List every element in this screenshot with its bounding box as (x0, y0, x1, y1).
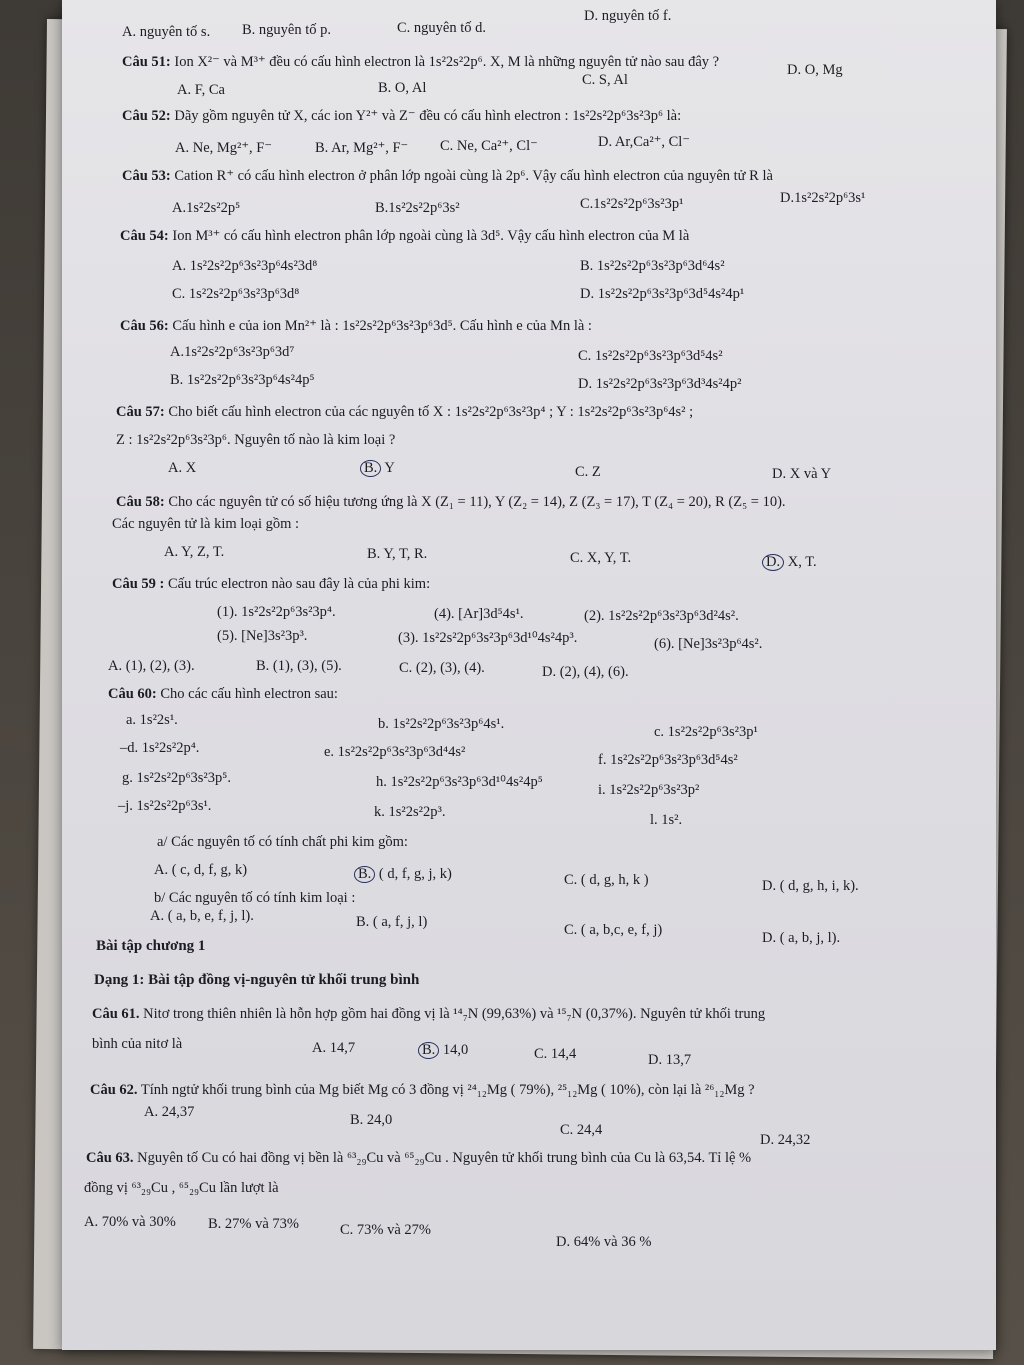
option: A. ( c, d, f, g, k) (154, 862, 248, 878)
option: C. Z (575, 464, 601, 480)
question-label: Câu 60: (108, 686, 157, 702)
question-56 (120, 318, 592, 335)
section-title: Dạng 1: Bài tập đồng vị-nguyên tử khối trung bình (94, 972, 420, 988)
option: D. ( a, b, j, l). (762, 930, 841, 946)
option: A. Y, Z, T. (164, 544, 225, 560)
question-label: Câu 62. (90, 1082, 138, 1098)
question-label: Câu 52: (122, 108, 171, 124)
option: D. X và Y (772, 466, 832, 482)
option: C. nguyên tố d. (397, 20, 487, 36)
question-label: Câu 56: (120, 318, 169, 334)
question-text: Cho các nguyên tử có số hiệu tương ứng là X (Z₁ = 11), Y (Z₂ = 14), Z (Z₃ = 17), T (Z₄ = 20), R (Z₅ = 10). (168, 494, 786, 510)
chapter-title: Bài tập chương 1 (96, 938, 206, 954)
option: B. nguyên tố p. (242, 22, 332, 38)
question-label: Câu 63. (86, 1150, 134, 1166)
option: A.1s²2s²2p⁶3s²3p⁶3d⁷ (170, 344, 295, 360)
item: (5). [Ne]3s²3p³. (217, 628, 308, 644)
question-text: Cho các cấu hình electron sau: (160, 686, 338, 702)
option: C. 1s²2s²2p⁶3s²3p⁶3d⁸ (172, 286, 300, 302)
question-text: Dãy gồm nguyên tử X, các ion Y²⁺ và Z⁻ đều có cấu hình electron : 1s²2s²2p⁶3s²3p⁶ là: (174, 108, 682, 124)
item: (4). [Ar]3d⁵4s¹. (434, 606, 524, 622)
sub-question: b/ Các nguyên tố có tính kim loại : (154, 890, 356, 906)
option: C. (2), (3), (4). (399, 660, 485, 676)
question-59 (112, 576, 430, 593)
question-text: đồng vị ⁶³₂₉Cu , ⁶⁵₂₉Cu lần lượt là (84, 1180, 279, 1196)
item: (2). 1s²2s²2p⁶3s²3p⁶3d²4s². (584, 608, 739, 624)
question-62 (90, 1082, 755, 1099)
option: D. 13,7 (648, 1052, 692, 1068)
worksheet-page (62, 0, 996, 1350)
option: C. ( a, b,c, e, f, j) (564, 922, 663, 938)
question-53 (122, 168, 773, 185)
question-51 (122, 54, 719, 71)
option: B. (1), (3), (5). (256, 658, 342, 674)
question-63 (86, 1150, 751, 1167)
item: b. 1s²2s²2p⁶3s²3p⁶4s¹. (378, 716, 505, 732)
question-57 (116, 404, 693, 421)
option: A. 70% và 30% (84, 1214, 176, 1230)
answer-circle: B. (418, 1042, 439, 1059)
option: C. X, Y, T. (570, 550, 632, 566)
item: e. 1s²2s²2p⁶3s²3p⁶3d⁴4s² (324, 744, 466, 760)
option: A. 24,37 (144, 1104, 195, 1120)
question-text: Cho biết cấu hình electron của các nguyên tố X : 1s²2s²2p⁶3s²3p⁴ ; Y : 1s²2s²2p⁶3s²3p⁶4s² ; (168, 404, 694, 420)
option: C. Ne, Ca²⁺, Cl⁻ (440, 138, 538, 154)
question-52 (122, 108, 681, 125)
option: D. Ar,Ca²⁺, Cl⁻ (598, 134, 690, 150)
question-label: Câu 61. (92, 1006, 140, 1022)
option: A. nguyên tố s. (122, 24, 211, 40)
item: h. 1s²2s²2p⁶3s²3p⁶3d¹⁰4s²4p⁵ (376, 774, 543, 790)
option: D. ( d, g, h, i, k). (762, 878, 859, 894)
option: A. ( a, b, e, f, j, l). (150, 908, 254, 924)
question-text: Các nguyên tử là kim loại gồm : (112, 516, 300, 532)
option: A. X (168, 460, 197, 476)
option: D. nguyên tố f. (584, 8, 672, 24)
option-selected (354, 866, 452, 883)
question-label: Câu 59 : (112, 576, 165, 592)
option: B. O, Al (378, 80, 427, 96)
question-text: Ion X²⁻ và M³⁺ đều có cấu hình electron là 1s²2s²2p⁶. X, M là những nguyên tử nào sau đây ? (174, 54, 720, 70)
option: D. 1s²2s²2p⁶3s²3p⁶3d⁵4s²4p¹ (580, 286, 745, 302)
answer-circle: D. (762, 554, 784, 571)
answer-circle: B. (360, 460, 381, 477)
question-label: Câu 51: (122, 54, 171, 70)
answer-circle: B. (354, 866, 375, 883)
item: (3). 1s²2s²2p⁶3s²3p⁶3d¹⁰4s²4p³. (398, 630, 578, 646)
option: A. F, Ca (177, 82, 225, 98)
option-text: X, T. (787, 554, 817, 570)
option: A. 1s²2s²2p⁶3s²3p⁶4s²3d⁸ (172, 258, 318, 274)
question-label: Câu 54: (120, 228, 169, 244)
option: A. 14,7 (312, 1040, 356, 1056)
question-text: Cation R⁺ có cấu hình electron ở phân lớp ngoài cùng là 2p⁶. Vậy cấu hình electron của nguyên tử R là (174, 168, 773, 184)
option-selected (418, 1042, 468, 1059)
option: A.1s²2s²2p⁵ (172, 200, 241, 216)
option: D.1s²2s²2p⁶3s¹ (780, 190, 866, 206)
option: D. O, Mg (787, 62, 843, 78)
question-54 (120, 228, 689, 245)
item: a. 1s²2s¹. (126, 712, 178, 728)
option: B. 1s²2s²2p⁶3s²3p⁶3d⁶4s² (580, 258, 725, 274)
question-text: Z : 1s²2s²2p⁶3s²3p⁶. Nguyên tố nào là kim loại ? (116, 432, 396, 448)
question-text: Cấu trúc electron nào sau đây là của phi kim: (168, 576, 431, 592)
question-label: Câu 58: (116, 494, 165, 510)
option: D. 24,32 (760, 1132, 811, 1148)
option: B. ( a, f, j, l) (356, 914, 428, 930)
option: C. ( d, g, h, k ) (564, 872, 649, 888)
option: C. 14,4 (534, 1046, 577, 1062)
item: (1). 1s²2s²2p⁶3s²3p⁴. (217, 604, 336, 620)
item: –d. 1s²2s²2p⁴. (120, 740, 200, 756)
item: –j. 1s²2s²2p⁶3s¹. (118, 798, 212, 814)
question-text: bình của nitơ là (92, 1036, 183, 1052)
item: g. 1s²2s²2p⁶3s²3p⁵. (122, 770, 231, 786)
item: i. 1s²2s²2p⁶3s²3p² (598, 782, 700, 798)
option: C. 24,4 (560, 1122, 603, 1138)
option-text: 14,0 (442, 1042, 469, 1058)
option-text: Y (384, 460, 395, 476)
option-selected (360, 460, 395, 477)
option: A. (1), (2), (3). (108, 658, 195, 674)
option: B.1s²2s²2p⁶3s² (375, 200, 460, 216)
question-text: Cấu hình e của ion Mn²⁺ là : 1s²2s²2p⁶3s²3p⁶3d⁵. Cấu hình e của Mn là : (172, 318, 592, 334)
option: B. 24,0 (350, 1112, 393, 1128)
item: c. 1s²2s²2p⁶3s²3p¹ (654, 724, 758, 740)
option: D. 1s²2s²2p⁶3s²3p⁶3d³4s²4p² (578, 376, 742, 392)
question-label: Câu 57: (116, 404, 165, 420)
question-label: Câu 53: (122, 168, 171, 184)
option: A. Ne, Mg²⁺, F⁻ (175, 140, 272, 156)
item: l. 1s². (650, 812, 683, 828)
question-text: Tính ngtử khối trung bình của Mg biết Mg có 3 đồng vị ²⁴₁₂Mg ( 79%), ²⁵₁₂Mg ( 10%), còn lại là ²⁶₁₂Mg ? (140, 1082, 755, 1098)
question-text: Nitơ trong thiên nhiên là hỗn hợp gồm hai đồng vị là ¹⁴₇N (99,63%) và ¹⁵₇N (0,37%). Nguyên tử khối trung (143, 1006, 766, 1022)
question-60 (108, 686, 338, 703)
option: B. 1s²2s²2p⁶3s²3p⁶4s²4p⁵ (170, 372, 315, 388)
item: k. 1s²2s²2p³. (374, 804, 446, 820)
option: C. 1s²2s²2p⁶3s²3p⁶3d⁵4s² (578, 348, 723, 364)
option: D. (2), (4), (6). (542, 664, 629, 680)
option: C.1s²2s²2p⁶3s²3p¹ (580, 196, 684, 212)
option-selected (762, 554, 817, 571)
option: D. 64% và 36 % (556, 1234, 652, 1250)
option: C. S, Al (582, 72, 628, 88)
option: B. Ar, Mg²⁺, F⁻ (315, 140, 409, 156)
option: B. 27% và 73% (208, 1216, 300, 1232)
question-text: Ion M³⁺ có cấu hình electron phân lớp ngoài cùng là 3d⁵. Vậy cấu hình electron của M là (172, 228, 690, 244)
question-61 (92, 1006, 765, 1023)
option: C. 73% và 27% (340, 1222, 432, 1238)
question-text: Nguyên tố Cu có hai đồng vị bền là ⁶³₂₉Cu và ⁶⁵₂₉Cu . Nguyên tử khối trung bình của Cu là 63,54. Tỉ lệ % (137, 1150, 752, 1166)
sub-question: a/ Các nguyên tố có tính chất phi kim gồm: (157, 834, 408, 850)
question-58 (116, 494, 786, 511)
option: B. Y, T, R. (367, 546, 428, 562)
item: f. 1s²2s²2p⁶3s²3p⁶3d⁵4s² (598, 752, 738, 768)
item: (6). [Ne]3s²3p⁶4s². (654, 636, 763, 652)
option-text: ( d, f, g, j, k) (378, 866, 452, 882)
